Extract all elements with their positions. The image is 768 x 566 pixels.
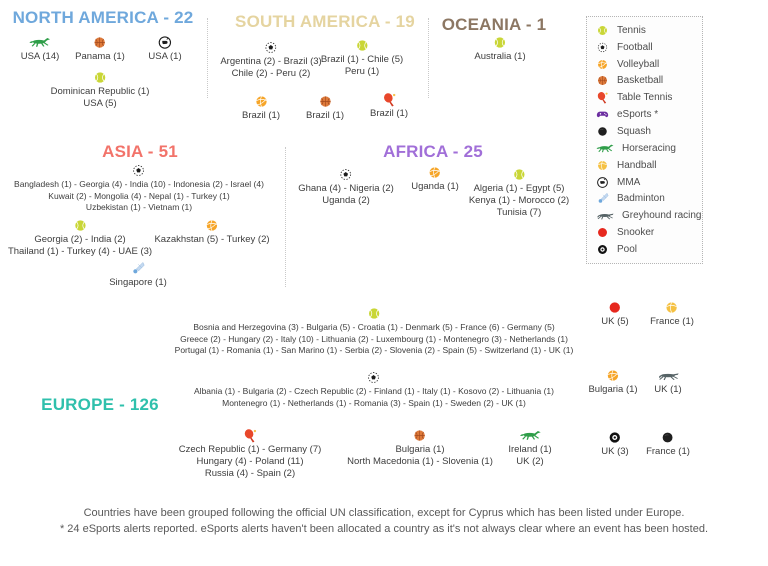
- squash-icon: [660, 430, 675, 445]
- country-counts: Ireland (1): [508, 444, 552, 455]
- country-counts: France (1): [650, 316, 694, 327]
- country-counts: Bulgaria (1): [588, 384, 638, 395]
- sport-cluster: [411, 165, 459, 193]
- table-tennis-icon: [242, 428, 257, 443]
- legend-label: Squash: [617, 125, 651, 137]
- country-counts: Kuwait (2) - Mongolia (4) - Nepal (1) - Turkey (1): [48, 190, 230, 201]
- region-title-europe: EUROPE - 126: [41, 395, 159, 414]
- country-counts: Brazil (1): [305, 110, 345, 121]
- legend-label: Handball: [617, 159, 657, 171]
- legend-label: MMA: [617, 176, 641, 188]
- country-counts: Tunisia (7): [496, 207, 542, 218]
- football-icon: [339, 167, 354, 182]
- basketball-icon: [92, 35, 107, 50]
- handball-icon: [664, 300, 679, 315]
- country-counts: Albania (1) - Bulgaria (2) - Czech Republic (2) - Finland (1) - Italy (1) - Kosovo (2) - Lithuania (1): [194, 386, 554, 396]
- country-counts: Portugal (1) - Romania (1) - San Marino (1) - Serbia (2) - Slovenia (2) - Spain (5) - Switzerland (1) - UK (1): [174, 345, 574, 355]
- sport-cluster: [298, 167, 394, 207]
- legend-label: Greyhound racing: [622, 210, 702, 222]
- tennis-icon: [73, 218, 88, 233]
- sport-cluster: [601, 300, 628, 328]
- basketball-icon: [596, 74, 609, 87]
- legend-label: Badminton: [617, 193, 665, 205]
- sport-cluster: [306, 94, 344, 122]
- country-counts: UK (3): [601, 446, 629, 457]
- country-counts: Bangladesh (1) - Georgia (4) - India (10) - Indonesia (2) - Israel (4): [14, 179, 264, 189]
- horseracing-icon: [596, 142, 614, 155]
- country-counts: UK (2): [516, 456, 544, 467]
- sport-cluster: [242, 94, 280, 122]
- country-counts: Brazil (1) - Chile (5): [320, 54, 404, 65]
- legend-item-football: [596, 41, 693, 54]
- country-counts: Dominican Republic (1): [50, 86, 150, 97]
- tennis-icon: [92, 70, 107, 85]
- country-counts: Uganda (2): [322, 195, 370, 206]
- footnote-un-classification: Countries have been grouped following the official UN classification, except for Cyprus which has been listed under Europe.: [83, 507, 685, 519]
- mma-icon: [596, 176, 609, 189]
- sport-cluster: [8, 218, 152, 258]
- football-icon: [367, 370, 382, 385]
- country-counts: Czech Republic (1) - Germany (7): [178, 444, 322, 455]
- country-counts: Montenegro (1) - Netherlands (1) - Romania (3) - Spain (1) - Sweden (2) - UK (1): [222, 397, 526, 408]
- legend-label: Snooker: [617, 227, 655, 239]
- pool-icon: [596, 243, 609, 256]
- country-counts: Panama (1): [75, 51, 125, 62]
- legend-item-table-tennis: [596, 91, 693, 104]
- sport-cluster: [109, 261, 167, 289]
- sport-cluster: [370, 92, 408, 120]
- country-counts: Bosnia and Herzegovina (3) - Bulgaria (5) - Croatia (1) - Denmark (5) - France (6) - Germany (5): [193, 322, 555, 332]
- legend-item-esports: [596, 108, 693, 121]
- sport-cluster: [179, 428, 322, 480]
- legend-item-basketball: [596, 74, 693, 87]
- sport-cluster: [646, 430, 690, 458]
- esports-icon: [596, 108, 609, 121]
- country-counts: Singapore (1): [109, 277, 167, 288]
- country-counts: Argentina (2) - Brazil (3): [220, 56, 322, 67]
- sport-cluster: [650, 300, 694, 328]
- region-title-south-america: SOUTH AMERICA - 19: [235, 12, 415, 31]
- sport-cluster: [601, 430, 628, 458]
- country-counts: Australia (1): [474, 51, 526, 62]
- country-counts: UK (5): [601, 316, 629, 327]
- country-counts: Kenya (1) - Morocco (2): [468, 195, 570, 206]
- country-counts: Uzbekistan (1) - Vietnam (1): [85, 202, 193, 212]
- region-title-north-america: NORTH AMERICA - 22: [12, 8, 194, 27]
- country-counts: France (1): [646, 446, 690, 457]
- country-counts: Bulgaria (1): [395, 444, 445, 455]
- sport-cluster: [654, 368, 681, 396]
- sport-cluster: [347, 428, 493, 468]
- legend-label: Pool: [617, 243, 638, 255]
- squash-icon: [596, 125, 609, 138]
- legend-label: Horseracing: [622, 142, 676, 154]
- country-counts: Hungary (4) - Poland (11): [196, 456, 304, 467]
- legend-item-tennis: [596, 24, 693, 37]
- region-title-oceania: OCEANIA - 1: [441, 15, 547, 34]
- sport-cluster: [469, 167, 569, 219]
- country-counts: Algeria (1) - Egypt (5): [473, 183, 565, 194]
- sport-cluster: [154, 218, 269, 246]
- volleyball-icon: [204, 218, 219, 233]
- pool-icon: [607, 430, 622, 445]
- country-counts: Brazil (1): [369, 108, 409, 119]
- country-counts: Uganda (1): [411, 181, 459, 192]
- legend-label: Table Tennis: [617, 92, 673, 104]
- legend-item-pool: [596, 243, 693, 256]
- horseracing-icon: [29, 35, 51, 50]
- horseracing-icon: [519, 428, 541, 443]
- country-counts: Thailand (1) - Turkey (4) - UAE (3): [7, 246, 153, 257]
- legend-label: eSports *: [617, 109, 659, 121]
- legend-item-greyhound-racing: [596, 209, 702, 222]
- footnote-esports: * 24 eSports alerts reported. eSports alerts haven't been allocated a country as it's not always clear where an event has been hosted.: [59, 523, 709, 535]
- country-counts: Georgia (2) - India (2): [34, 234, 126, 245]
- snooker-icon: [607, 300, 622, 315]
- divider: [285, 147, 286, 287]
- handball-icon: [596, 159, 609, 172]
- legend-item-volleyball: [596, 58, 693, 71]
- table-tennis-icon: [381, 92, 396, 107]
- sport-cluster: [321, 38, 403, 78]
- sport-cluster: [14, 163, 264, 214]
- legend-label: Volleyball: [617, 58, 660, 70]
- legend-label: Football: [617, 41, 653, 53]
- country-counts: Kazakhstan (5) - Turkey (2): [154, 234, 270, 245]
- sport-cluster: [21, 35, 60, 63]
- sport-cluster: [588, 368, 637, 396]
- badminton-icon: [131, 261, 146, 276]
- mma-icon: [157, 35, 172, 50]
- divider: [207, 18, 208, 98]
- football-icon: [596, 41, 609, 54]
- country-counts: Ghana (4) - Nigeria (2): [298, 183, 394, 194]
- country-counts: Brazil (1): [241, 110, 281, 121]
- sport-cluster: [474, 35, 525, 63]
- tennis-icon: [493, 35, 508, 50]
- basketball-icon: [412, 428, 427, 443]
- badminton-icon: [596, 192, 609, 205]
- tennis-icon: [596, 24, 609, 37]
- sport-cluster: [148, 35, 181, 63]
- country-counts: Chile (2) - Peru (2): [231, 68, 311, 79]
- tennis-icon: [367, 306, 382, 321]
- volleyball-icon: [253, 94, 268, 109]
- country-counts: North Macedonia (1) - Slovenia (1): [347, 456, 493, 467]
- sport-cluster: [508, 428, 551, 468]
- legend-item-badminton: [596, 192, 693, 205]
- legend-item-handball: [596, 159, 693, 172]
- volleyball-icon: [596, 58, 609, 71]
- sport-cluster: [220, 40, 321, 80]
- table-tennis-icon: [596, 91, 609, 104]
- country-counts: Peru (1): [344, 66, 380, 77]
- legend: [586, 16, 703, 264]
- country-counts: Russia (4) - Spain (2): [204, 468, 296, 479]
- legend-item-snooker: [596, 226, 693, 239]
- legend-item-horseracing: [596, 142, 693, 155]
- sport-cluster: [51, 70, 150, 110]
- country-counts: USA (5): [83, 98, 117, 109]
- legend-label: Basketball: [617, 75, 664, 87]
- sport-cluster: [75, 35, 125, 63]
- legend-item-mma: [596, 176, 693, 189]
- country-counts: USA (1): [148, 51, 182, 62]
- country-counts: Greece (2) - Hungary (2) - Italy (10) - Lithuania (2) - Luxembourg (1) - Montenegro (3) - Netherlands (1): [180, 333, 568, 344]
- country-counts: UK (1): [654, 384, 682, 395]
- football-icon: [264, 40, 279, 55]
- greyhound-racing-icon: [657, 368, 679, 383]
- basketball-icon: [317, 94, 332, 109]
- region-title-africa: AFRICA - 25: [383, 142, 483, 161]
- country-counts: USA (14): [20, 51, 60, 62]
- divider: [428, 18, 429, 98]
- tennis-icon: [354, 38, 369, 53]
- legend-item-squash: [596, 125, 693, 138]
- greyhound-racing-icon: [596, 209, 614, 222]
- snooker-icon: [596, 226, 609, 239]
- region-title-asia: ASIA - 51: [102, 142, 178, 161]
- sport-cluster: [175, 306, 574, 357]
- tennis-icon: [512, 167, 527, 182]
- legend-label: Tennis: [617, 24, 646, 36]
- football-icon: [131, 163, 146, 178]
- sport-cluster: [194, 370, 554, 409]
- volleyball-icon: [605, 368, 620, 383]
- volleyball-icon: [428, 165, 443, 180]
